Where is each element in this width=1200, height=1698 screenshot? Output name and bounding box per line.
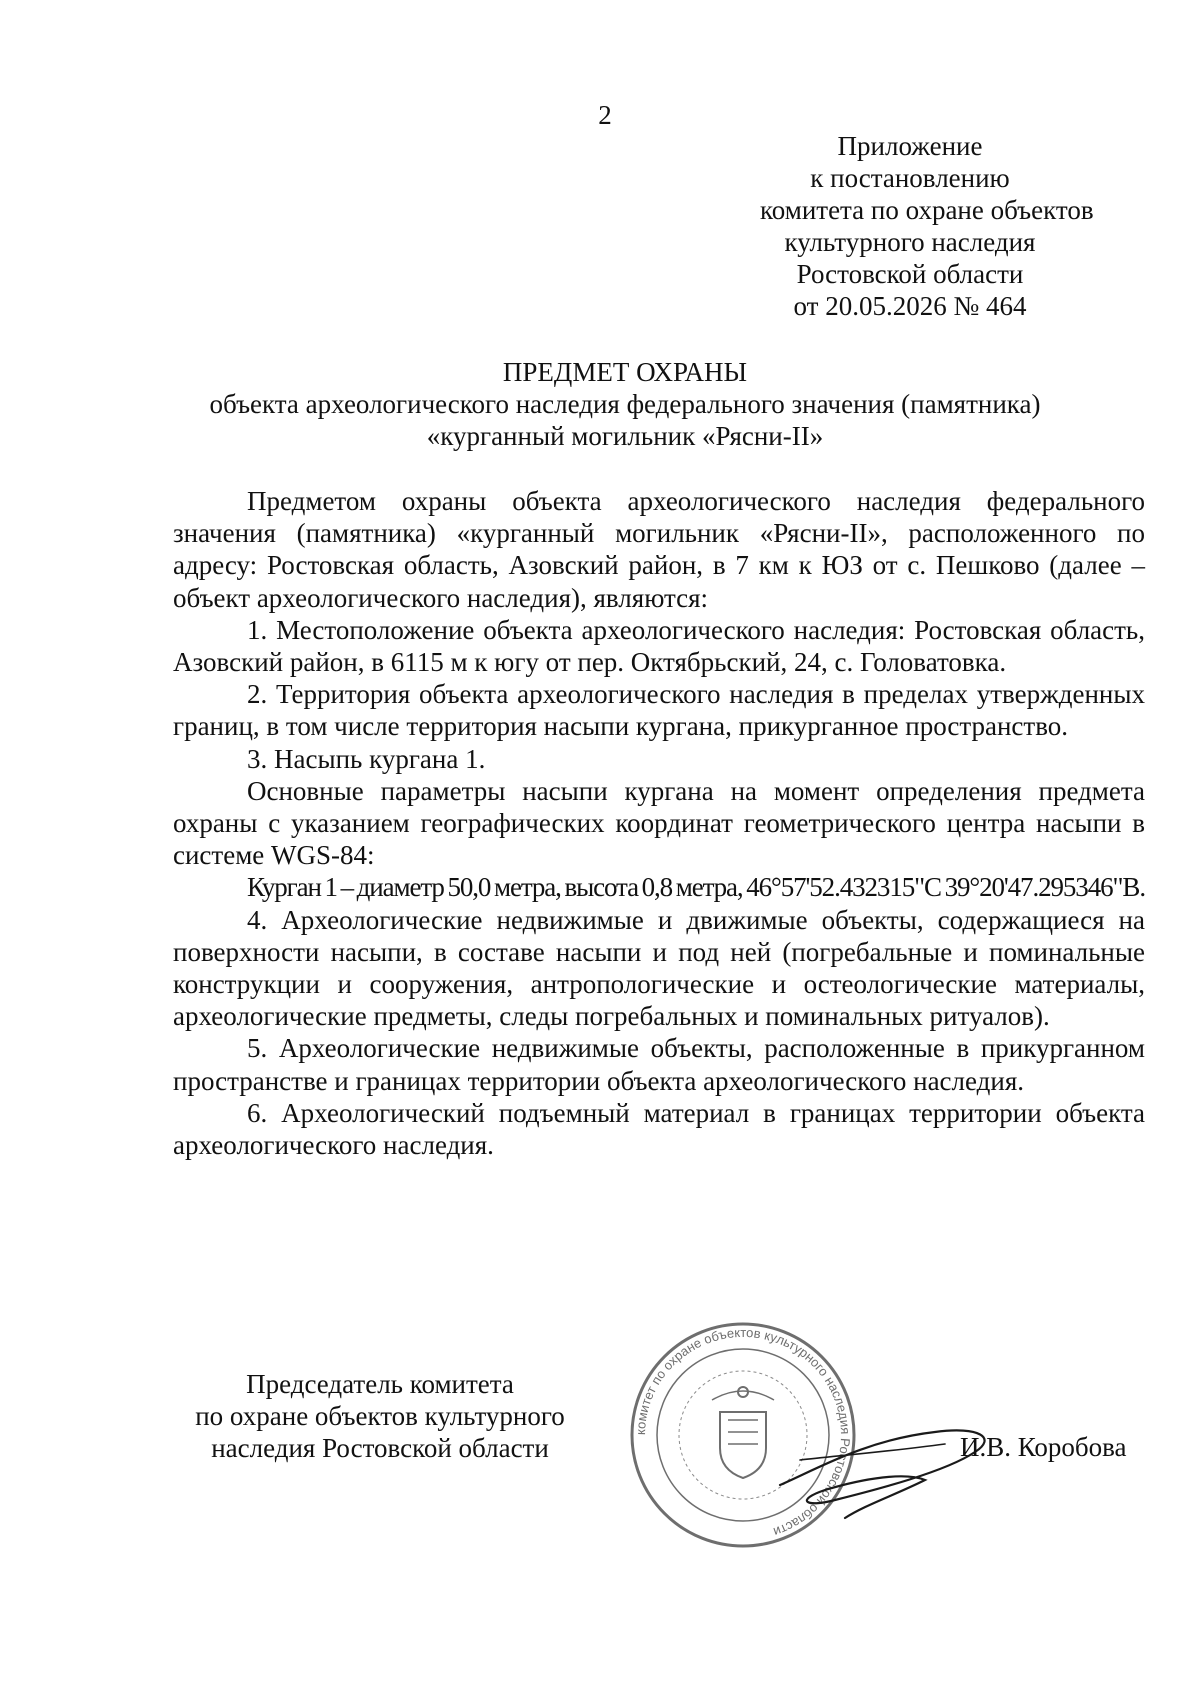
appendix-line: Ростовской области [796,259,1024,289]
title-heading: ПРЕДМЕТ ОХРАНЫ [502,357,748,387]
appendix-line: к постановлению [810,163,1010,193]
body-paragraph: 2. Территория объекта археологического наследия в пределах утвержденных границ, в том числе территория насыпи кургана, прикурганное пространство. [173,679,1145,742]
signer-position-line: по охране объектов культурного [195,1401,565,1432]
seal-text: комитет по охране объектов культурного наследия Ростовской области [632,1324,854,1540]
body-paragraph: 6. Археологический подъемный материал в границах территории объекта археологического наследия. [173,1097,1145,1161]
body-paragraph: Основные параметры насыпи кургана на момент определения предмета охраны с указанием географических координат геометрического центра насыпи в системе WGS-84: [173,775,1145,871]
document-body [173,485,1145,1161]
appendix-header [760,130,1094,322]
signer-name: И.В. Коробова [960,1432,1127,1462]
title-object-name: «курганный могильник «Рясни-II» [426,421,824,451]
appendix-line: комитета по охране объектов [760,195,1094,225]
kurgan-coordinates: Курган 1 – диаметр 50,0 метра, высота 0,8 метра, 46°57'52.432315"С 39°20'47.295346"В. [247,872,1145,903]
document-title [160,356,1090,452]
title-subtitle: объекта археологического наследия федерального значения (памятника) [209,389,1041,419]
handwritten-signature [775,1400,1000,1530]
appendix-line: культурного наследия [784,227,1036,257]
signer-position [180,1368,580,1465]
signer-position-line: Председатель комитета [246,1369,514,1399]
page-number: 2 [598,100,612,130]
body-paragraph: 5. Археологические недвижимые объекты, расположенные в прикурганном пространстве и границах территории объекта археологического наследия. [173,1033,1145,1096]
body-paragraph: 3. Насыпь кургана 1. [247,743,486,774]
appendix-date-number: от 20.05.2026 № 464 [793,291,1027,321]
body-paragraph: 1. Местоположение объекта археологического наследия: Ростовская область, Азовский район, в 6115 м к югу от пер. Октябрьский, 24, с. Головатовка. [173,614,1145,678]
body-paragraph: 4. Археологические недвижимые и движимые объекты, содержащиеся на поверхности насыпи, в составе насыпи и под ней (погребальные и поминальные конструкции и сооружения, антропологические и остеологические материалы, археологические предметы, следы погребальных и поминальных ритуалов). [173,904,1145,1032]
body-paragraph: Предметом охраны объекта археологического наследия федерального значения (памятника) «курганный могильник «Рясни-II», расположенного по адресу: Ростовская область, Азовский район, в 7 км к ЮЗ от с. Пешково (далее – объект археологического наследия), являются: [173,486,1145,613]
signer-position-line: наследия Ростовской области [211,1433,549,1464]
coat-of-arms-icon [712,1387,774,1478]
appendix-line: Приложение [837,131,983,161]
